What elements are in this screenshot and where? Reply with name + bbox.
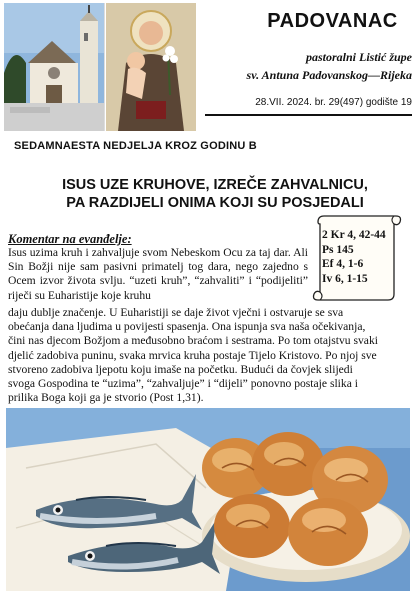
newsletter-subtitle: pastoralni Listić župe [305, 50, 412, 64]
readings-list [322, 228, 386, 286]
text-line: daju dublje značenje. U Euharistiji se daje život vječni i ostvaruje se sva [8, 306, 344, 319]
liturgical-sunday: SEDAMNAESTA NEDJELJA KROZ GODINU B [14, 140, 257, 152]
text-line: čini nas djecom Božjom a međusobno braćom i sestrama. Po tom otajstvu svaki [8, 334, 378, 348]
commentary-title: Komentar na evanđelje: [8, 232, 132, 246]
text-line: prilika Boga koji ga je stvorio (Post 1,31). [8, 391, 204, 405]
saint-anthony-image [106, 3, 196, 131]
commentary-paragraph-1: Isus uzima kruh i zahvaljuje svom Nebeskom Ocu za taj dar. Ali Sin Božji nije sam pasivni primatelj tog dara, nego zajedno s Ocem izvor života svlju. “uzeti kruh”, “zahvaliti” i “podijeliti” riječi su Euharistije koje kruhu [8, 246, 308, 302]
text-line: obećanja dana ljudima u povijesti spasenja. Ona ispunja sva naša očekivanja, [8, 320, 366, 334]
reading-item: Iv 6, 1-15 [322, 272, 368, 285]
text-line: svoga Gospodina te “uzima”, “zahvaljuje” i “dijeli” ponovno postaje slika i [8, 377, 358, 391]
issue-info: 28.VII. 2024. br. 29(497) godište 19 [255, 97, 412, 108]
newsletter-title: PADOVANAC [267, 10, 398, 32]
text-line: stvoreno zadobiva ljepotu koju imaše na početku. Budući da čovjek slijedi [8, 362, 353, 376]
headline [30, 176, 400, 212]
parish-name: sv. Antuna Padovanskog—Rijeka [246, 68, 412, 82]
headline-line-2: PA RAZDIJELI ONIMA KOJI SU POSJEDALI [66, 195, 364, 211]
church-photo [4, 3, 105, 131]
reading-item: Ps 145 [322, 243, 354, 256]
commentary-paragraph-2 [8, 306, 411, 405]
text-line: djelić zadobiva puninu, svaka mrvica kruha postaje Tijelo Kristovo. Po njoj sve [8, 348, 377, 362]
reading-item: Ef 4, 1-6 [322, 258, 364, 270]
header-divider [205, 114, 412, 116]
headline-line-1: ISUS UZE KRUHOVE, IZREČE ZAHVALNICU, [62, 177, 368, 193]
reading-item: 2 Kr 4, 42-44 [322, 229, 386, 241]
loaves-and-fishes-painting [6, 408, 410, 591]
